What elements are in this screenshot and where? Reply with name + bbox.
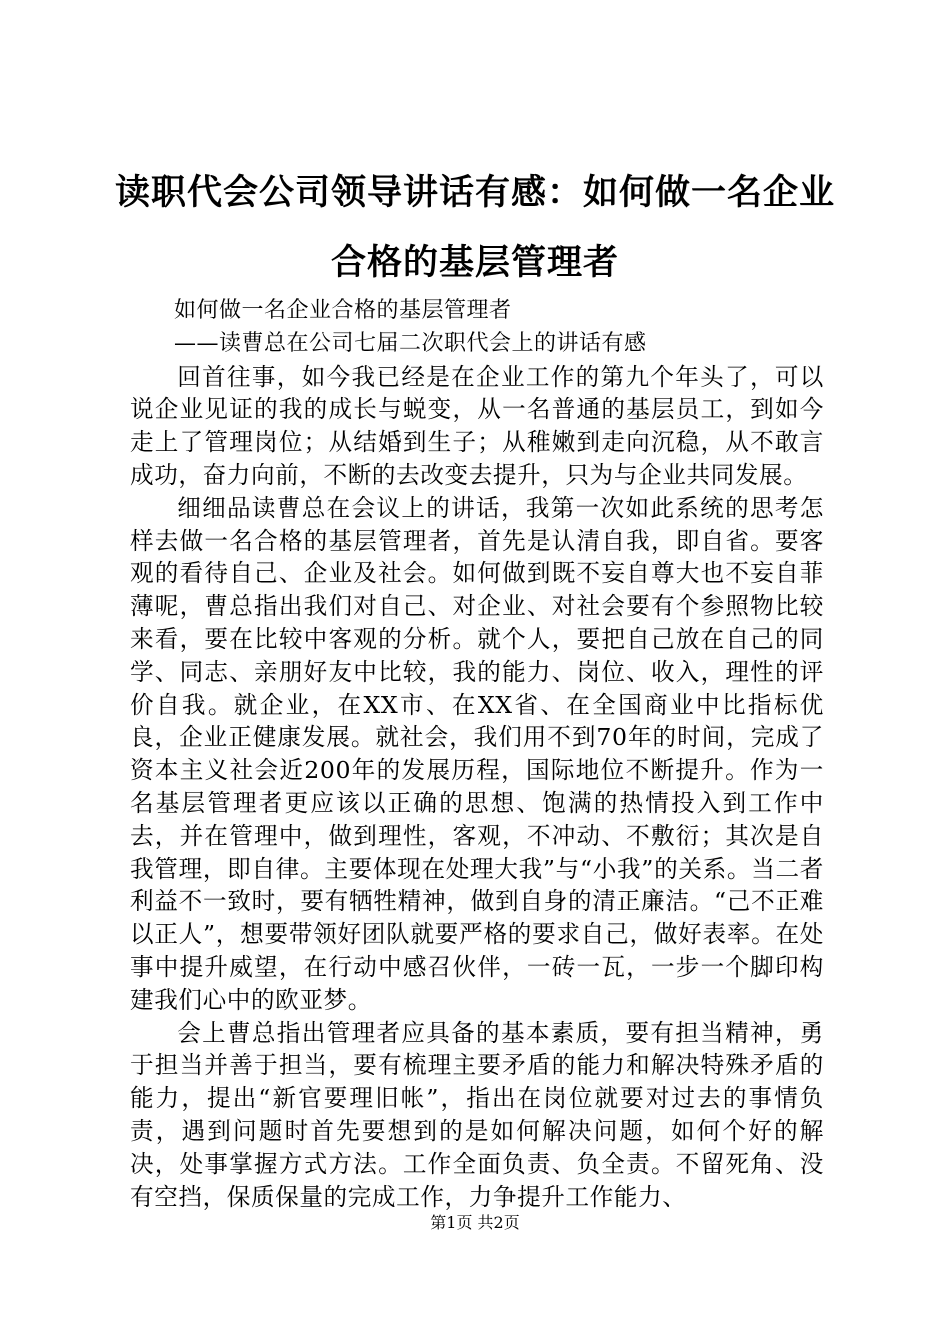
subtitle-2: ——读曹总在公司七届二次职代会上的讲话有感 <box>174 330 647 356</box>
paragraph-1: 回首往事，如今我已经是在企业工作的第九个年头了，可以说企业见证的我的成长与蜕变，从一名普通的基层员工，到如今走上了管理岗位；从结婚到生子；从稚嫩到走向沉稳，从不敢言成功，奋力向前，不断的去改变去提升，只为与企业共同发展。 <box>130 362 824 489</box>
page-number: 第1页 共2页 <box>430 1213 520 1232</box>
document-body <box>130 295 824 1213</box>
paragraph-2: 细细品读曹总在会议上的讲话，我第一次如此系统的思考怎样去做一名合格的基层管理者，首先是认清自我，即自省。要客观的看待自己、企业及社会。如何做到既不妄自尊大也不妄自菲薄呢，曹总指出我们对自己、对企业、对社会要有个参照物比较来看，要在比较中客观的分析。就个人，要把自己放在自己的同学、同志、亲朋好友中比较，我的能力、岗位、收入，理性的评价自我。就企业，在XX市、在XX省、在全国商业中比指标优良，企业正健康发展。就社会，我们用不到70年的时间，完成了资本主义社会近200年的发展历程，国际地位不断提升。作为一名基层管理者更应该以正确的思想、饱满的热情投入到工作中去，并在管理中，做到理性，客观，不冲动、不敷衍；其次是自我管理，即自律。主要体现在处理大我”与“小我”的关系。当二者利益不一致时，要有牺牲精神，做到自身的清正廉洁。“己不正难以正人”，想要带领好团队就要严格的要求自己，做好表率。在处事中提升威望，在行动中感召伙伴，一砖一瓦，一步一个脚印构建我们心中的欧亚梦。 <box>130 493 824 1014</box>
document-title: 读职代会公司领导讲话有感：如何做一名企业合格的基层管理者 <box>114 173 835 283</box>
subtitle: 如何做一名企业合格的基层管理者 <box>174 298 512 323</box>
paragraph-3: 会上曹总指出管理者应具备的基本素质，要有担当精神，勇于担当并善于担当，要有梳理主要矛盾的能力和解决特殊矛盾的能力，提出“新官要理旧帐”，指出在岗位就要对过去的事情负责，遇到问题时首先要想到的是如何解决问题，如何个好的解决，处事掌握方式方法。工作全面负责、负全责。不留死角、没有空挡，保质保量的完成工作，力争提升工作能力、 <box>130 1018 824 1211</box>
